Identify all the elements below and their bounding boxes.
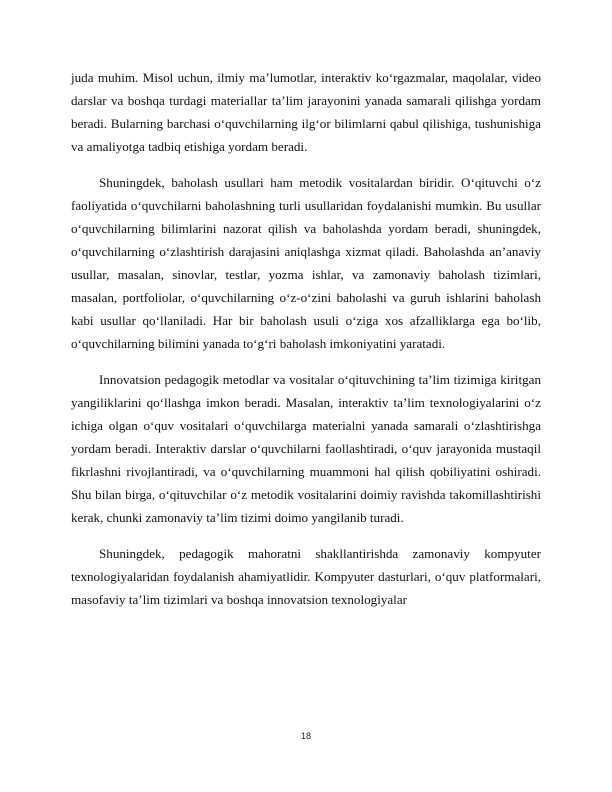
body-text <box>71 66 541 611</box>
page-number: 18 <box>300 731 311 741</box>
paragraph-computer-technologies: Shuningdek, pedagogik mahoratni shakllantirishda zamonaviy kompyuter texnologiyalaridan foydalanish ahamiyatlidir. Kompyuter dasturlari, o‘quv platformalari, masofaviy ta’lim tizimlari va boshqa innovatsion texnologiyalar <box>71 545 541 608</box>
paragraph-innovative-methods: Innovatsion pedagogik metodlar va vositalar o‘qituvchining ta’lim tizimiga kiritgan yangiliklarini qo‘llashga imkon beradi. Masalan, interaktiv ta’lim texnologiyalarini o‘z ichiga olgan o‘quv vositalari o‘quvchilarga materialni yanada samarali o‘zlashtirishga yordam beradi. Interaktiv darslar o‘quvchilarni faollashtiradi, o‘quv jarayonida mustaqil fikrlashni rivojlantiradi, va o‘quvchilarning muammoni hal qilish qobiliyatini oshiradi. Shu bilan birga, o‘qituvchilar o‘z metodik vositalarini doimiy ravishda takomillashtirishi kerak, chunki zamonaviy ta’lim tizimi doimo yangilanib turadi. <box>71 371 541 526</box>
paragraph-assessment-methods: Shuningdek, baholash usullari ham metodik vositalardan biridir. O‘qituvchi o‘z faoliyatida o‘quvchilarni baholashning turli usullaridan foydalanishi mumkin. Bu usullar o‘quvchilarning bilimlarini nazorat qilish va baholashda yordam beradi, shuningdek, o‘quvchilarning o‘zlashtirish darajasini aniqlashga xizmat qiladi. Baholashda an’anaviy usullar, masalan, sinovlar, testlar, yozma ishlar, va zamonaviy baholash tizimlari, masalan, portfoliolar, o‘quvchilarning o‘z-o‘zini baholashi va guruh ishlarini baholash kabi usullar qo‘llaniladi. Har bir baholash usuli o‘ziga xos afzalliklarga ega bo‘lib, o‘quvchilarning bilimini yanada to‘g‘ri baholash imkoniyatini yaratadi. <box>71 174 541 352</box>
paragraph-continuation: juda muhim. Misol uchun, ilmiy ma’lumotlar, interaktiv ko‘rgazmalar, maqolalar, video darslar va boshqa turdagi materiallar ta’lim jarayonini yanada samarali qilishga yordam beradi. Bularning barchasi o‘quvchilarning ilg‘or bilimlarni qabul qilishiga, tushunishiga va amaliyotga tadbiq etishiga yordam beradi. <box>71 70 541 155</box>
